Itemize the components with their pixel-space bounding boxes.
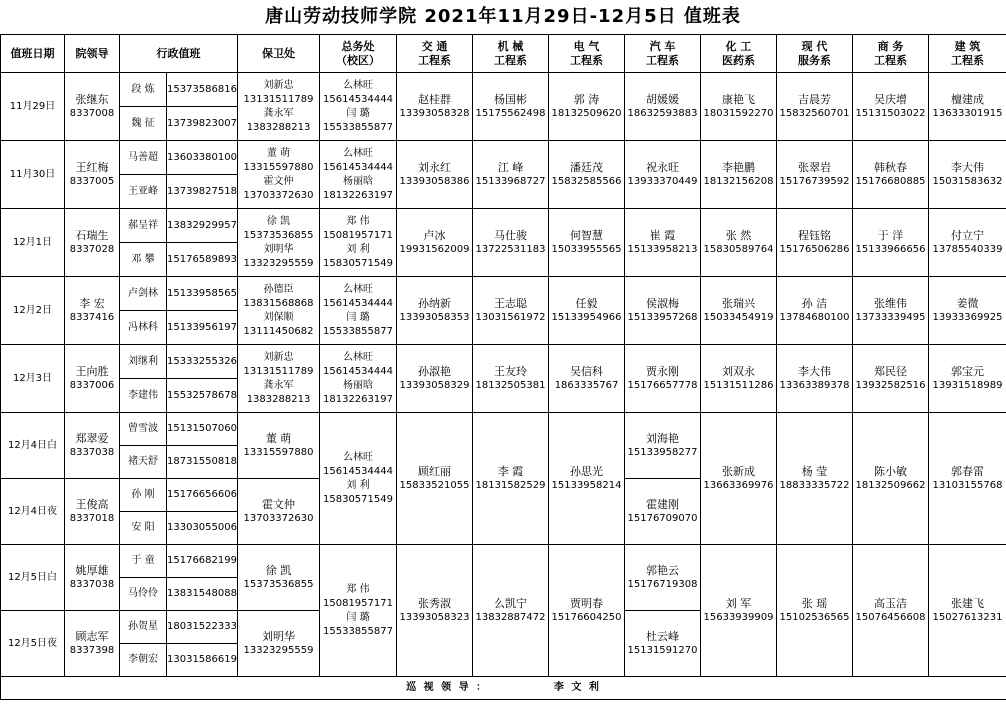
dept-auto-cell: 崔 霞 15133958213 [625,209,701,277]
patrol-name: 李 文 利 [553,682,601,693]
admin-name: 曾雪波 [120,413,167,446]
dept-traffic-cell: 孙淑艳 13393058329 [397,345,473,413]
dept-auto-cell: 侯淑梅 15133957268 [625,277,701,345]
dept-chemical-cell: 康艳飞 18031592270 [701,73,777,141]
dept-construction-cell: 张建飞 15027613231 [929,545,1006,677]
dept-construction-cell: 檀建成 13633301915 [929,73,1006,141]
header-admin: 行政值班 [120,35,238,73]
dept-traffic-cell: 刘永红 13393058386 [397,141,473,209]
admin-phone: 15176682199 [167,545,238,578]
dept-auto-day-cell: 刘海艳 15133958277 [625,413,701,479]
header-dept-electrical: 电 气 工程系 [549,35,625,73]
dept-business-cell: 陈小敏 18132509662 [853,413,929,545]
dept-electrical-cell: 潘廷茂 15832585566 [549,141,625,209]
admin-name: 孙 刚 [120,479,167,512]
duty-date: 12月5日白 [1,545,65,611]
dept-traffic-cell: 赵桂群 13393058328 [397,73,473,141]
dept-service-cell: 张翠岩 15176739592 [777,141,853,209]
duty-date: 11月29日 [1,73,65,141]
dept-electrical-cell: 何智慧 15033955565 [549,209,625,277]
admin-phone: 13603380100 [167,141,238,175]
dept-construction-cell: 郭宝元 13931518989 [929,345,1006,413]
dept-business-cell: 高玉洁 15076456608 [853,545,929,677]
admin-phone: 15133958565 [167,277,238,311]
leader-cell: 姚厚雄 8337038 [65,545,120,611]
day-row [1,345,1006,379]
dept-electrical-cell: 任毅 15133954966 [549,277,625,345]
patrol-leader [1,677,1006,700]
admin-phone: 15131507060 [167,413,238,446]
admin-name: 王亚峰 [120,175,167,209]
admin-name: 郝呈祥 [120,209,167,243]
dept-business-cell: 张维伟 13733339495 [853,277,929,345]
header-dept-construction: 建 筑 工程系 [929,35,1006,73]
dept-electrical-cell: 吴信科 1863335767 [549,345,625,413]
admin-name: 马善超 [120,141,167,175]
admin-phone: 13303055006 [167,512,238,545]
footer-row [1,677,1006,700]
day-row [1,141,1006,175]
dept-machinery-cell: 么凯宁 13832887472 [473,545,549,677]
duty-date: 12月4日白 [1,413,65,479]
dept-traffic-cell: 卢冰 19931562009 [397,209,473,277]
dept-electrical-cell: 贾明春 15176604250 [549,545,625,677]
duty-table [0,34,1006,700]
dept-auto-cell: 贾永刚 15176657778 [625,345,701,413]
admin-name: 褚天舒 [120,446,167,479]
security-cell: 董 萌 13315597880 [238,413,320,479]
security-cell: 霍文仲 13703372630 [238,479,320,545]
admin-name: 段 炼 [120,73,167,107]
admin-name: 李建伟 [120,379,167,413]
admin-name: 邓 攀 [120,243,167,277]
general-cell: 么林旺 15614534444 杨丽晗 18132263197 [320,141,397,209]
dept-traffic-cell: 张秀淑 13393058323 [397,545,473,677]
leader-cell: 李 宏 8337416 [65,277,120,345]
admin-name: 魏 征 [120,107,167,141]
dept-chemical-cell: 张 然 15830589764 [701,209,777,277]
day-row [1,73,1006,107]
admin-phone: 15373586816 [167,73,238,107]
dept-auto-cell: 祝永旺 13933370449 [625,141,701,209]
general-cell: 么林旺 15614534444 闫 璐 15533855877 [320,73,397,141]
general-cell: 郑 伟 15081957171 刘 利 15830571549 [320,209,397,277]
admin-name: 安 阳 [120,512,167,545]
leader-cell: 王俊高 8337018 [65,479,120,545]
day-row [1,277,1006,311]
admin-phone: 13739827518 [167,175,238,209]
dept-business-cell: 韩秋春 15176680885 [853,141,929,209]
header-general: 总务处 （校区） [320,35,397,73]
dept-service-cell: 程钰铭 15176506286 [777,209,853,277]
duty-date: 12月1日 [1,209,65,277]
leader-cell: 王向胜 8337006 [65,345,120,413]
general-cell: 郑 伟 15081957171 闫 璐 15533855877 [320,545,397,677]
dept-machinery-cell: 李 霞 18131582529 [473,413,549,545]
dept-electrical-cell: 孙思光 15133958214 [549,413,625,545]
security-cell: 徐 凯 15373536855 刘明华 13323295559 [238,209,320,277]
leader-cell: 石瑞生 8337028 [65,209,120,277]
admin-phone: 15133956197 [167,311,238,345]
duty-date: 12月5日夜 [1,611,65,677]
admin-name: 卢剑林 [120,277,167,311]
dept-auto-night-cell: 杜云峰 15131591270 [625,611,701,677]
duty-date: 12月3日 [1,345,65,413]
dept-chemical-cell: 刘 军 15633939909 [701,545,777,677]
dept-machinery-cell: 江 峰 15133968727 [473,141,549,209]
dept-machinery-cell: 马仕骏 13722531183 [473,209,549,277]
patrol-label: 巡 视 领 导 ： [406,682,489,693]
security-cell: 刘新忠 13131511789 龚永军 1383288213 [238,73,320,141]
security-cell: 徐 凯 15373536855 [238,545,320,611]
dept-construction-cell: 李大伟 15031583632 [929,141,1006,209]
leader-cell: 张继东 8337008 [65,73,120,141]
admin-phone: 13832929957 [167,209,238,243]
day-row [1,209,1006,243]
dept-traffic-cell: 孙纳新 13393058353 [397,277,473,345]
dept-chemical-cell: 刘双永 15131511286 [701,345,777,413]
dept-chemical-cell: 张瑞兴 15033454919 [701,277,777,345]
dept-service-cell: 李大伟 13363389378 [777,345,853,413]
header-date: 值班日期 [1,35,65,73]
header-row [1,35,1006,73]
header-security: 保卫处 [238,35,320,73]
admin-phone: 15176589893 [167,243,238,277]
header-dept-traffic: 交 通 工程系 [397,35,473,73]
admin-name: 孙贺星 [120,611,167,644]
leader-cell: 郑翠爱 8337038 [65,413,120,479]
admin-name: 冯林科 [120,311,167,345]
shift-row [1,413,1006,446]
dept-machinery-cell: 王友玲 18132505381 [473,345,549,413]
admin-phone: 13031586619 [167,644,238,677]
header-leader: 院领导 [65,35,120,73]
dept-machinery-cell: 王志聪 13031561972 [473,277,549,345]
dept-service-cell: 杨 莹 18833335722 [777,413,853,545]
leader-cell: 王红梅 8337005 [65,141,120,209]
dept-auto-day-cell: 郭艳云 15176719308 [625,545,701,611]
admin-phone: 15176656606 [167,479,238,512]
dept-auto-cell: 胡媛媛 18632593883 [625,73,701,141]
page-title: 唐山劳动技师学院 2021年11月29日-12月5日 值班表 [265,6,741,27]
duty-date: 12月2日 [1,277,65,345]
dept-construction-cell: 姜微 13933369925 [929,277,1006,345]
leader-cell: 顾志军 8337398 [65,611,120,677]
dept-business-cell: 于 洋 15133966656 [853,209,929,277]
shift-row [1,545,1006,578]
admin-phone: 18731550818 [167,446,238,479]
security-cell: 孙德臣 13831568868 刘保顺 13111450682 [238,277,320,345]
security-cell: 刘明华 13323295559 [238,611,320,677]
dept-business-cell: 郑民径 13932582516 [853,345,929,413]
header-dept-auto: 汽 车 工程系 [625,35,701,73]
admin-phone: 15333255326 [167,345,238,379]
admin-name: 刘继利 [120,345,167,379]
admin-phone: 13831548088 [167,578,238,611]
admin-name: 李朝宏 [120,644,167,677]
dept-traffic-cell: 顾红丽 15833521055 [397,413,473,545]
admin-name: 马伶伶 [120,578,167,611]
admin-phone: 18031522333 [167,611,238,644]
general-cell: 么林旺 15614534444 杨丽晗 18132263197 [320,345,397,413]
dept-chemical-cell: 李艳鹏 18132156208 [701,141,777,209]
general-cell: 么林旺 15614534444 刘 利 15830571549 [320,413,397,545]
admin-phone: 13739823007 [167,107,238,141]
security-cell: 刘新忠 13131511789 龚永军 1383288213 [238,345,320,413]
dept-service-cell: 孙 洁 13784680100 [777,277,853,345]
duty-date: 12月4日夜 [1,479,65,545]
dept-service-cell: 吉晨芳 15832560701 [777,73,853,141]
security-cell: 董 萌 13315597880 霍文仲 13703372630 [238,141,320,209]
dept-electrical-cell: 郭 涛 18132509620 [549,73,625,141]
dept-business-cell: 吴庆增 15131503022 [853,73,929,141]
dept-machinery-cell: 杨国彬 15175562498 [473,73,549,141]
admin-name: 于 童 [120,545,167,578]
general-cell: 么林旺 15614534444 闫 璐 15533855877 [320,277,397,345]
duty-date: 11月30日 [1,141,65,209]
dept-construction-cell: 郭春雷 13103155768 [929,413,1006,545]
header-dept-business: 商 务 工程系 [853,35,929,73]
header-dept-machinery: 机 械 工程系 [473,35,549,73]
dept-auto-night-cell: 霍建刚 15176709070 [625,479,701,545]
dept-chemical-cell: 张新成 13663369976 [701,413,777,545]
header-dept-service: 现 代 服务系 [777,35,853,73]
header-dept-chemical: 化 工 医药系 [701,35,777,73]
dept-service-cell: 张 瑶 15102536565 [777,545,853,677]
admin-phone: 15532578678 [167,379,238,413]
dept-construction-cell: 付立宁 13785540339 [929,209,1006,277]
